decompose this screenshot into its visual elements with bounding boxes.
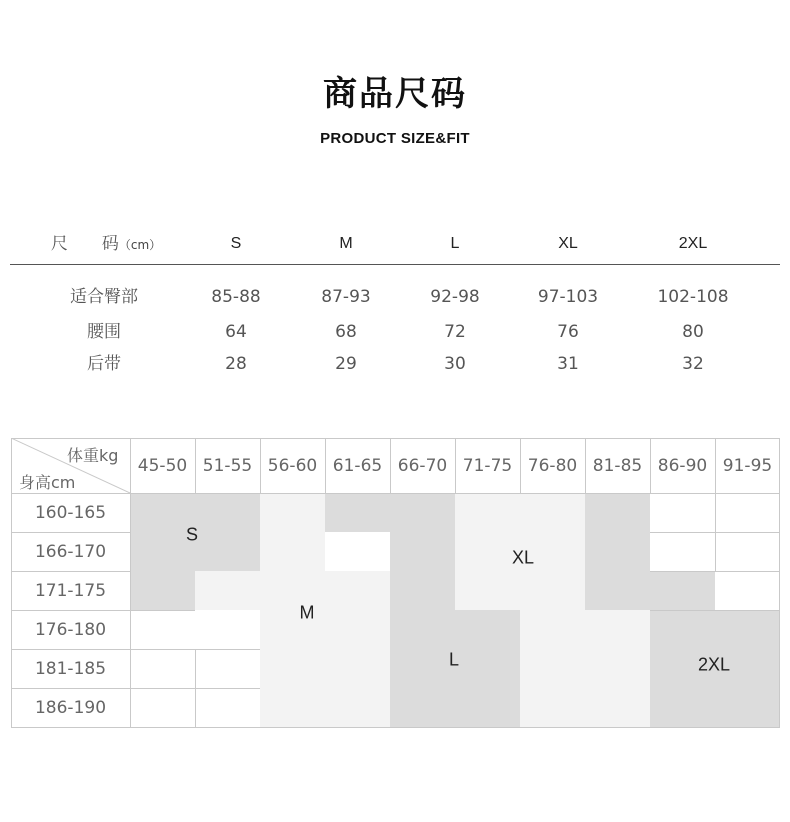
row-value: 31 [557,354,579,374]
weight-header: 91-95 [722,455,773,476]
size-matrix [11,438,780,728]
size-header-2xl: 2XL [678,235,708,252]
weight-header: 71-75 [462,455,513,476]
page-title: 商品尺码 [323,74,467,114]
corner-weight-label: 体重kg [67,446,119,465]
weight-header: 76-80 [527,455,578,476]
size-row-waist [0,320,790,346]
size-header-unit: （cm） [118,238,162,252]
size-table-header [0,232,790,256]
row-value: 28 [225,354,247,374]
grid-line [650,610,780,611]
region-m [195,571,390,610]
grid-line [650,493,780,494]
weight-header: 66-70 [397,455,448,476]
size-label-s: S [185,524,199,545]
row-label: 腰围 [87,322,121,342]
region-m [260,493,325,571]
row-value: 64 [225,322,247,342]
height-header: 166-170 [34,541,107,562]
row-value: 30 [444,354,466,374]
size-header-label: 尺 码（cm） [50,234,162,254]
size-row-back [0,352,790,378]
height-header: 181-185 [34,658,107,679]
weight-header: 86-90 [657,455,708,476]
size-label-2xl: 2XL [697,654,731,675]
weight-header: 51-55 [202,455,253,476]
row-value: 87-93 [321,287,371,307]
size-header-s: S [230,235,242,252]
row-value: 72 [444,322,466,342]
row-value: 102-108 [657,287,729,307]
region-l [325,493,455,532]
grid-line [715,571,780,572]
size-label-l: L [448,649,460,670]
weight-header: 45-50 [137,455,188,476]
weight-header: 61-65 [332,455,383,476]
region-s [130,571,195,610]
row-value: 29 [335,354,357,374]
height-header: 176-180 [34,619,107,640]
row-value: 68 [335,322,357,342]
size-header-l: L [450,235,460,252]
region-xl [520,610,650,728]
weight-header: 81-85 [592,455,643,476]
height-header: 160-165 [34,502,107,523]
size-header-m: M [339,235,353,252]
row-value: 76 [557,322,579,342]
grid-line [650,532,780,533]
grid-line [11,727,780,728]
grid-line [195,649,196,728]
region-2xl [585,493,650,610]
row-value: 97-103 [537,287,599,307]
page-subtitle: PRODUCT SIZE&FIT [320,130,470,147]
row-label: 适合臀部 [70,287,138,307]
size-label-xl: XL [511,547,535,568]
size-header-xl: XL [558,235,578,252]
region-l [390,532,455,610]
height-header: 171-175 [34,580,107,601]
row-value: 80 [682,322,704,342]
weight-header: 56-60 [267,455,318,476]
height-header: 186-190 [34,697,107,718]
size-label-m: M [299,602,315,623]
corner-height-label: 身高cm [19,473,76,492]
size-table-divider [10,264,780,265]
row-value: 92-98 [430,287,480,307]
size-row-hip [0,285,790,311]
row-label: 后带 [87,354,121,374]
row-value: 32 [682,354,704,374]
row-value: 85-88 [211,287,261,307]
region-m [260,610,390,728]
region-2xl [650,571,715,610]
